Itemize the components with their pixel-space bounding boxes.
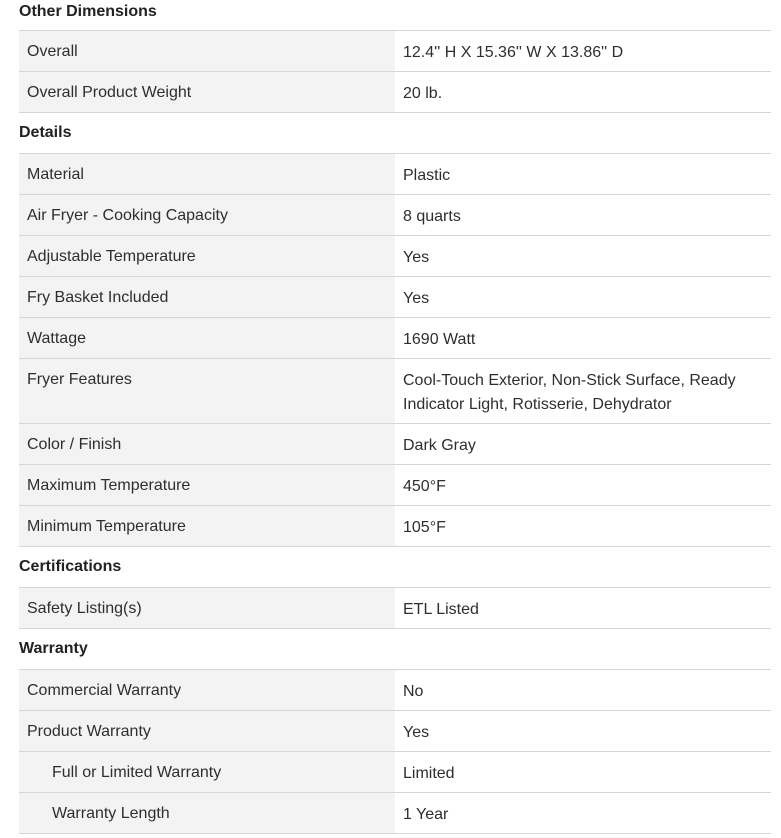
spec-row-minimum-temperature [19, 506, 771, 547]
spec-row-wattage [19, 318, 771, 359]
spec-label: Overall Product Weight [19, 72, 395, 112]
spec-label: Adjustable Temperature [19, 236, 395, 276]
spec-label: Color / Finish [19, 424, 395, 464]
spec-row-maximum-temperature [19, 465, 771, 506]
spec-row-commercial-warranty [19, 670, 771, 711]
spec-label: Minimum Temperature [19, 506, 395, 546]
section-heading-certifications: Certifications [19, 547, 771, 588]
spec-row-overall [19, 31, 771, 72]
spec-value: 20 lb. [403, 85, 443, 102]
spec-label: Commercial Warranty [19, 670, 395, 710]
spec-value: ETL Listed [403, 601, 479, 618]
spec-label: Maximum Temperature [19, 465, 395, 505]
spec-row-color-finish [19, 424, 771, 465]
spec-label: Material [19, 154, 395, 194]
spec-value: Yes [403, 290, 430, 307]
spec-value: Dark Gray [403, 437, 476, 454]
specifications-table [19, 0, 771, 834]
spec-row-material [19, 154, 771, 195]
section-heading-other-dimensions: Other Dimensions [19, 0, 771, 31]
spec-row-fryer-features [19, 359, 771, 424]
spec-value: Limited [403, 765, 455, 782]
spec-label: Overall [19, 31, 395, 71]
spec-value: 1690 Watt [403, 331, 476, 348]
spec-value: Cool-Touch Exterior, Non-Stick Surface, Ready Indicator Light, Rotisserie, Dehydrator [403, 372, 736, 413]
section-heading-warranty: Warranty [19, 629, 771, 670]
spec-row-safety-listing [19, 588, 771, 629]
spec-row-overall-product-weight [19, 72, 771, 113]
spec-value: 12.4'' H X 15.36'' W X 13.86'' D [403, 44, 624, 61]
spec-value: 8 quarts [403, 208, 461, 225]
spec-value: 450°F [403, 478, 446, 495]
spec-row-warranty-length [19, 793, 771, 834]
spec-row-cooking-capacity [19, 195, 771, 236]
spec-label: Fry Basket Included [19, 277, 395, 317]
spec-label: Warranty Length [19, 793, 395, 833]
spec-value: Plastic [403, 167, 451, 184]
spec-value: Yes [403, 724, 430, 741]
spec-value: No [403, 683, 424, 700]
section-heading-details: Details [19, 113, 771, 154]
spec-value: 105°F [403, 519, 446, 536]
spec-value: Yes [403, 249, 430, 266]
spec-row-fry-basket-included [19, 277, 771, 318]
spec-label: Product Warranty [19, 711, 395, 751]
spec-row-full-or-limited-warranty [19, 752, 771, 793]
spec-row-adjustable-temperature [19, 236, 771, 277]
spec-label: Full or Limited Warranty [19, 752, 395, 792]
spec-label: Fryer Features [19, 359, 395, 423]
spec-label: Air Fryer - Cooking Capacity [19, 195, 395, 235]
spec-label: Safety Listing(s) [19, 588, 395, 628]
spec-value: 1 Year [403, 806, 449, 823]
spec-label: Wattage [19, 318, 395, 358]
spec-row-product-warranty [19, 711, 771, 752]
